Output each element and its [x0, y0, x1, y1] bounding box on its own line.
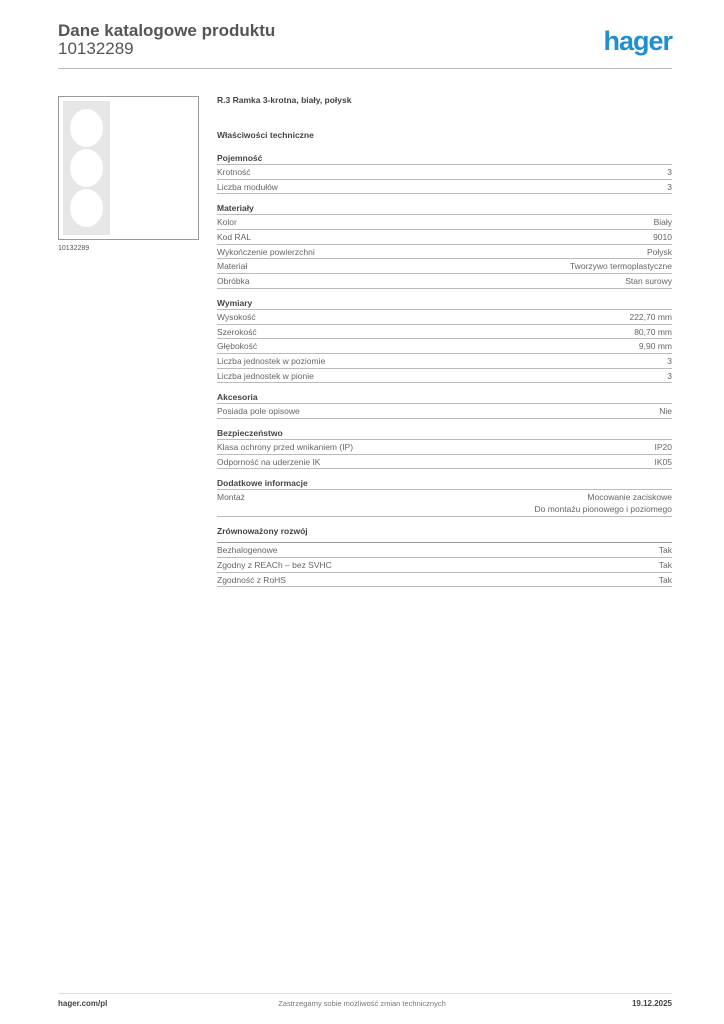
spec-label: Posiada pole opisowe — [217, 406, 300, 417]
spec-row — [217, 573, 672, 588]
spec-value-line: Tak — [658, 560, 672, 570]
spec-value — [667, 354, 672, 368]
spec-label: Szerokość — [217, 326, 257, 337]
section-heading: Dodatkowe informacje — [217, 478, 672, 490]
spec-row — [217, 440, 672, 455]
spec-value-line: 3 — [667, 167, 672, 177]
spec-label: Liczba jednostek w poziomie — [217, 355, 326, 366]
spec-value-line: Tworzywo termoplastyczne — [569, 261, 672, 272]
spec-value — [647, 245, 672, 259]
spec-value-line: 3 — [667, 355, 672, 366]
spec-row — [217, 165, 672, 180]
spec-section — [217, 392, 672, 419]
spec-value-line: 80,70 mm — [634, 326, 672, 337]
footer-date: 19.12.2025 — [631, 999, 672, 1008]
divider — [58, 68, 672, 69]
spec-row — [217, 490, 672, 517]
spec-label: Krotność — [217, 167, 251, 177]
spec-value — [655, 455, 673, 469]
spec-label: Liczba modułów — [217, 181, 278, 192]
section-heading: Zrównoważony rozwój — [217, 526, 672, 543]
spec-value — [534, 491, 672, 515]
spec-label: Wykończenie powierzchni — [217, 246, 315, 257]
spec-value-line: IP20 — [654, 441, 672, 452]
frame-illustration — [63, 101, 110, 235]
spec-row — [217, 274, 672, 289]
spec-row — [217, 259, 672, 274]
spec-value — [639, 339, 672, 353]
spec-value-line: IK05 — [654, 456, 672, 467]
product-name: R.3 Ramka 3-krotna, biały, połysk — [217, 95, 352, 105]
spec-row — [217, 215, 672, 230]
spec-value-line: Tak — [658, 545, 672, 556]
footer-website[interactable]: hager.com/pl — [58, 999, 108, 1008]
spec-value — [659, 543, 672, 557]
product-image — [58, 96, 199, 240]
section-heading: Pojemność — [217, 153, 672, 165]
frame-opening — [70, 109, 103, 147]
section-heading: Materiały — [217, 203, 672, 215]
footer-disclaimer: Zastrzegamy sobie możliwość zmian technicznych — [278, 999, 446, 1008]
spec-row — [217, 310, 672, 325]
spec-label: Zgodność z RoHS — [217, 574, 286, 585]
spec-value-line: Biały — [653, 217, 672, 228]
spec-row — [217, 543, 672, 558]
spec-value — [634, 325, 672, 339]
spec-row — [217, 369, 672, 384]
spec-value — [629, 310, 672, 324]
spec-value — [625, 274, 672, 288]
spec-value-line: 3 — [667, 181, 672, 192]
spec-label: Obróbka — [217, 276, 250, 287]
spec-section — [217, 478, 672, 517]
spec-value — [654, 215, 672, 229]
spec-value — [570, 259, 672, 273]
spec-label: Wysokość — [217, 311, 256, 322]
spec-label: Kod RAL — [217, 232, 252, 243]
spec-value-line: Mocowanie zaciskowe — [587, 492, 672, 503]
spec-row — [217, 245, 672, 260]
spec-row — [217, 339, 672, 354]
spec-value-line: 3 — [667, 370, 672, 381]
spec-value-line: 9,90 mm — [638, 341, 672, 352]
spec-row — [217, 325, 672, 340]
spec-row — [217, 558, 672, 573]
spec-value — [659, 558, 672, 572]
spec-label: Liczba jednostek w pionie — [217, 370, 314, 381]
spec-value — [653, 230, 672, 244]
spec-value-line: Tak — [658, 574, 672, 585]
spec-value — [655, 440, 673, 454]
spec-content — [217, 95, 672, 587]
spec-label: Bezhalogenowe — [217, 545, 278, 556]
spec-row — [217, 180, 672, 195]
spec-row — [217, 354, 672, 369]
page-title: Dane katalogowe produktu — [58, 21, 276, 40]
spec-section — [217, 153, 672, 194]
spec-value-line: 9010 — [653, 232, 672, 243]
spec-label: Montaż — [217, 492, 245, 503]
spec-row — [217, 404, 672, 419]
section-heading: Wymiary — [217, 298, 672, 310]
properties-heading: Właściwości techniczne — [217, 130, 314, 140]
spec-section — [217, 428, 672, 469]
spec-section — [217, 526, 672, 587]
spec-row — [217, 230, 672, 245]
product-code: 10132289 — [58, 39, 134, 58]
spec-value-line: Do montażu pionowego i poziomego — [534, 504, 672, 515]
spec-label: Zgodny z REACh – bez SVHC — [217, 560, 332, 570]
section-heading: Bezpieczeństwo — [217, 428, 672, 440]
image-caption: 10132289 — [58, 245, 90, 252]
spec-value — [659, 573, 672, 587]
spec-value — [667, 165, 672, 179]
section-heading: Akcesoria — [217, 392, 672, 404]
spec-value-line: Nie — [659, 406, 672, 417]
spec-value — [667, 369, 672, 383]
spec-section — [217, 298, 672, 383]
frame-opening — [70, 149, 103, 187]
spec-value — [659, 404, 672, 418]
spec-label: Materiał — [217, 261, 248, 272]
spec-label: Głębokość — [217, 341, 258, 352]
spec-label: Klasa ochrony przed wnikaniem (IP) — [217, 441, 354, 452]
footer-divider — [58, 993, 672, 994]
hager-logo: hager — [603, 26, 672, 56]
spec-value-line: Połysk — [646, 246, 672, 257]
spec-section — [217, 203, 672, 288]
spec-label: Kolor — [217, 217, 237, 228]
spec-value-line: Stan surowy — [625, 276, 672, 287]
spec-label: Odporność na uderzenie IK — [217, 456, 321, 467]
spec-value-line: 222,70 mm — [629, 311, 672, 322]
frame-opening — [70, 189, 103, 227]
spec-row — [217, 455, 672, 470]
spec-value — [667, 180, 672, 194]
